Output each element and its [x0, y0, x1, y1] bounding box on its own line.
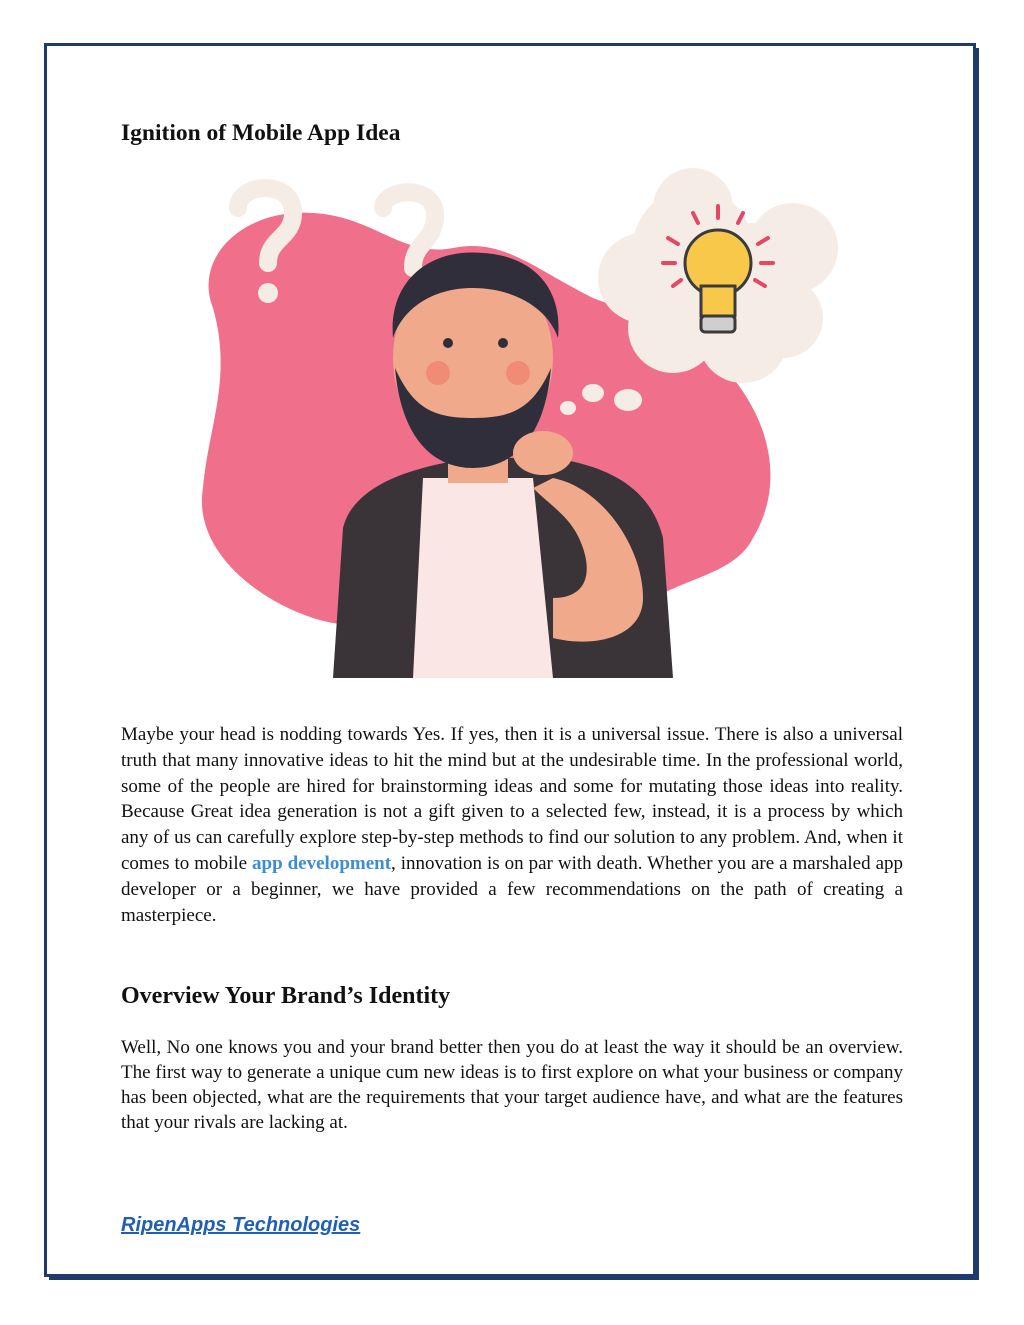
- shirt: [413, 478, 553, 678]
- section-heading: Overview Your Brand’s Identity: [121, 983, 451, 1009]
- page-title: Ignition of Mobile App Idea: [121, 120, 401, 146]
- intro-text: Maybe your head is nodding towards Yes. If yes, then it is a universal issue. There is also a universal truth that many innovative ideas to hit the mind but at the undesirable time. In the professional world, some of the people are hired for brainstorming ideas and some for mutating those ideas into reality. Because Great idea generation is not a gift given to a selected few, instead, it is a process by which any of us can carefully explore step-by-step methods to find our solution to any problem. And, when it comes to mobile: [121, 724, 903, 874]
- company-footer-link[interactable]: RipenApps Technologies: [121, 1214, 361, 1236]
- thinking-man-illustration: [173, 168, 853, 678]
- brand-paragraph: Well, No one knows you and your brand better then you do at least the way it should be an overview. The first way to generate a unique cum new ideas is to first explore on what your business or company has been objected, what are the requirements that your target audience have, and what are the features that your rivals are lacking at.: [121, 1037, 903, 1133]
- app-development-link[interactable]: app development: [252, 852, 392, 874]
- intro-paragraph: [121, 722, 903, 928]
- intro-text-end: , innovation is on par with death. Whether you are a marshaled app developer or a beginner, we have provided a few recommendations on the path of creating a masterpiece.: [121, 852, 903, 926]
- hand: [513, 431, 573, 475]
- page-content: [121, 118, 903, 148]
